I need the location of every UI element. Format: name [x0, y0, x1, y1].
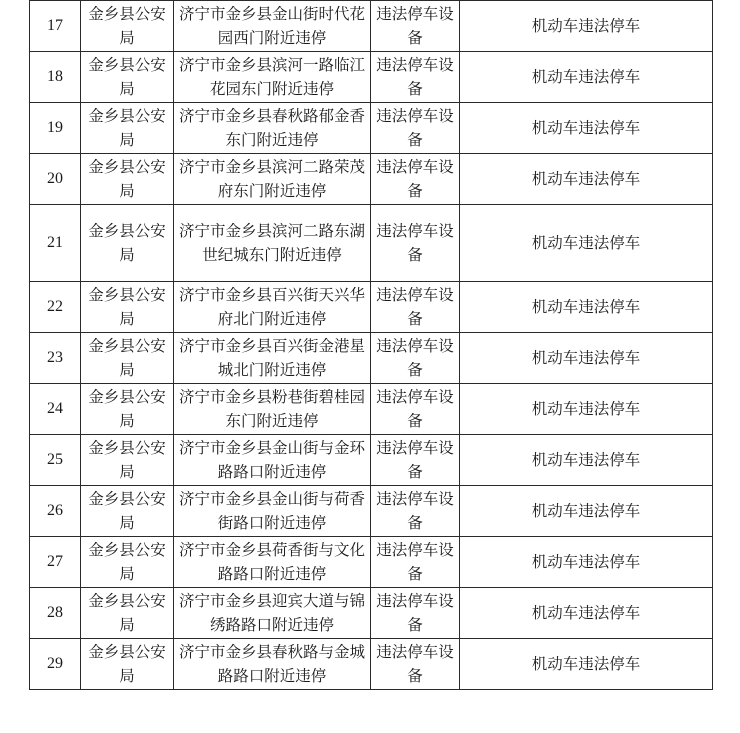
location-cell: 济宁市金乡县春秋路郁金香东门附近违停: [174, 103, 371, 154]
table-row: [30, 537, 713, 588]
location-cell: 济宁市金乡县金山街与荷香街路口附近违停: [174, 486, 371, 537]
row-number: 21: [30, 205, 81, 282]
row-number: 20: [30, 154, 81, 205]
row-number: 28: [30, 588, 81, 639]
device-cell: 违法停车设备: [371, 333, 460, 384]
violation-type-cell: 机动车违法停车: [460, 537, 713, 588]
row-number: 25: [30, 435, 81, 486]
location-cell: 济宁市金乡县春秋路与金城路路口附近违停: [174, 639, 371, 690]
row-number: 23: [30, 333, 81, 384]
location-cell: 济宁市金乡县滨河二路荣茂府东门附近违停: [174, 154, 371, 205]
row-number: 29: [30, 639, 81, 690]
table-row: [30, 205, 713, 282]
row-number: 24: [30, 384, 81, 435]
table-row: [30, 588, 713, 639]
row-number: 19: [30, 103, 81, 154]
department-cell: 金乡县公安局: [81, 588, 174, 639]
device-cell: 违法停车设备: [371, 384, 460, 435]
device-cell: 违法停车设备: [371, 435, 460, 486]
violation-type-cell: 机动车违法停车: [460, 282, 713, 333]
device-cell: 违法停车设备: [371, 639, 460, 690]
device-cell: 违法停车设备: [371, 537, 460, 588]
department-cell: 金乡县公安局: [81, 435, 174, 486]
department-cell: 金乡县公安局: [81, 154, 174, 205]
location-cell: 济宁市金乡县荷香街与文化路路口附近违停: [174, 537, 371, 588]
violation-type-cell: 机动车违法停车: [460, 333, 713, 384]
table-row: [30, 282, 713, 333]
device-cell: 违法停车设备: [371, 103, 460, 154]
device-cell: 违法停车设备: [371, 588, 460, 639]
department-cell: 金乡县公安局: [81, 486, 174, 537]
location-cell: 济宁市金乡县百兴街天兴华府北门附近违停: [174, 282, 371, 333]
department-cell: 金乡县公安局: [81, 103, 174, 154]
department-cell: 金乡县公安局: [81, 1, 174, 52]
device-cell: 违法停车设备: [371, 282, 460, 333]
device-cell: 违法停车设备: [371, 52, 460, 103]
table-row: [30, 333, 713, 384]
row-number: 26: [30, 486, 81, 537]
violation-type-cell: 机动车违法停车: [460, 639, 713, 690]
table-row: [30, 639, 713, 690]
device-cell: 违法停车设备: [371, 486, 460, 537]
violation-type-cell: 机动车违法停车: [460, 486, 713, 537]
department-cell: 金乡县公安局: [81, 205, 174, 282]
department-cell: 金乡县公安局: [81, 384, 174, 435]
location-cell: 济宁市金乡县滨河一路临江花园东门附近违停: [174, 52, 371, 103]
location-cell: 济宁市金乡县迎宾大道与锦绣路路口附近违停: [174, 588, 371, 639]
department-cell: 金乡县公安局: [81, 333, 174, 384]
violation-type-cell: 机动车违法停车: [460, 435, 713, 486]
row-number: 18: [30, 52, 81, 103]
table-row: [30, 384, 713, 435]
device-cell: 违法停车设备: [371, 154, 460, 205]
table-row: [30, 103, 713, 154]
location-cell: 济宁市金乡县滨河二路东湖世纪城东门附近违停: [174, 205, 371, 282]
location-cell: 济宁市金乡县金山街与金环路路口附近违停: [174, 435, 371, 486]
location-cell: 济宁市金乡县金山街时代花园西门附近违停: [174, 1, 371, 52]
department-cell: 金乡县公安局: [81, 537, 174, 588]
violation-type-cell: 机动车违法停车: [460, 1, 713, 52]
violation-type-cell: 机动车违法停车: [460, 154, 713, 205]
department-cell: 金乡县公安局: [81, 52, 174, 103]
violation-type-cell: 机动车违法停车: [460, 103, 713, 154]
department-cell: 金乡县公安局: [81, 639, 174, 690]
row-number: 22: [30, 282, 81, 333]
device-cell: 违法停车设备: [371, 205, 460, 282]
location-cell: 济宁市金乡县百兴街金港星城北门附近违停: [174, 333, 371, 384]
violation-type-cell: 机动车违法停车: [460, 384, 713, 435]
table-row: [30, 52, 713, 103]
row-number: 27: [30, 537, 81, 588]
device-cell: 违法停车设备: [371, 1, 460, 52]
location-cell: 济宁市金乡县粉巷街碧桂园东门附近违停: [174, 384, 371, 435]
table-row: [30, 1, 713, 52]
table-row: [30, 435, 713, 486]
violation-type-cell: 机动车违法停车: [460, 205, 713, 282]
row-number: 17: [30, 1, 81, 52]
violation-type-cell: 机动车违法停车: [460, 588, 713, 639]
department-cell: 金乡县公安局: [81, 282, 174, 333]
table-row: [30, 154, 713, 205]
violation-type-cell: 机动车违法停车: [460, 52, 713, 103]
table-row: [30, 486, 713, 537]
violation-device-table: [29, 0, 713, 690]
